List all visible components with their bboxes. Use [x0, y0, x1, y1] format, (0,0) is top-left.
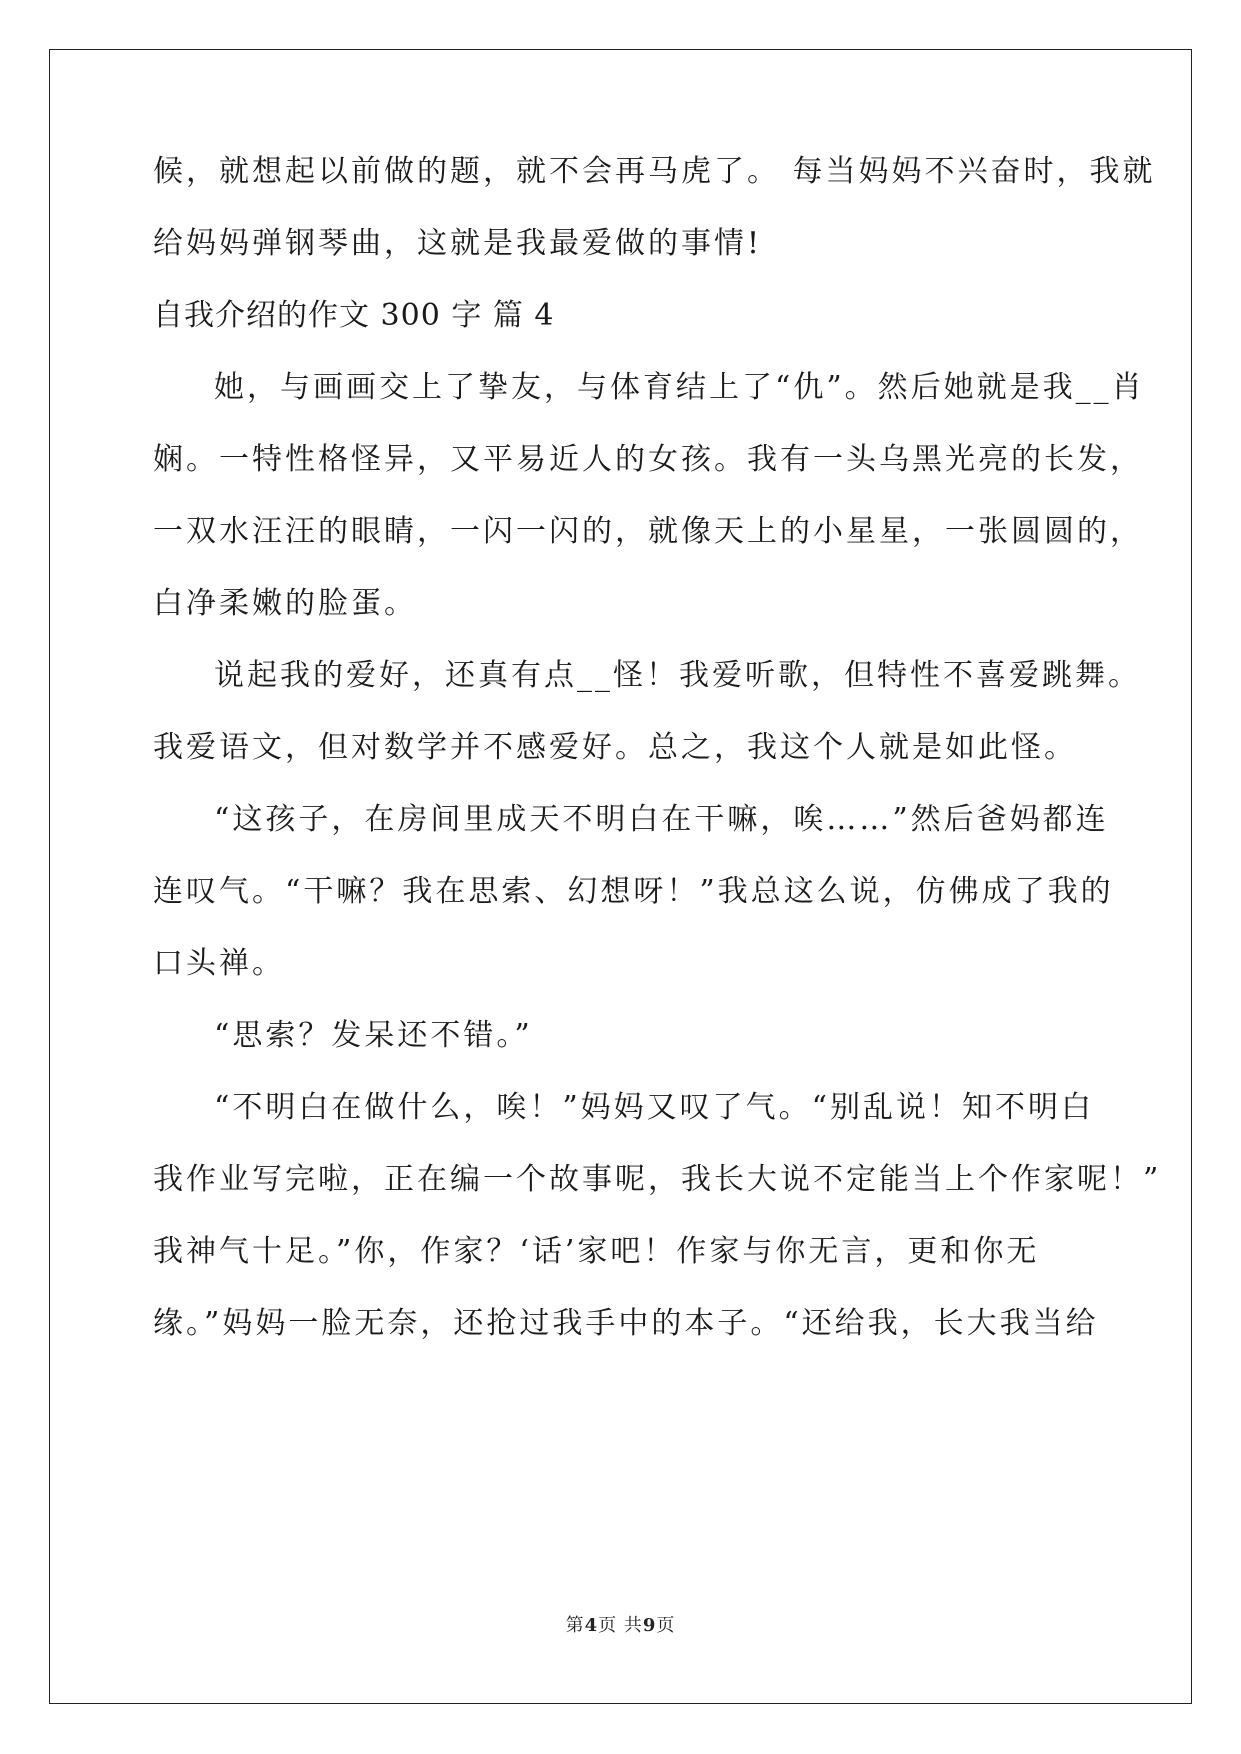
paragraph-line: 候，就想起以前做的题，就不会再马虎了。 每当妈妈不兴奋时，我就	[153, 154, 1156, 189]
paragraph-line: 口头禅。	[153, 946, 285, 981]
paragraph-line: 我爱语文，但对数学并不感爱好。总之，我这个人就是如此怪。	[153, 730, 1077, 765]
paragraph-line: 连叹气。“干嘛？我在思索、幻想呀！”我总这么说，仿佛成了我的	[153, 874, 1114, 909]
footer-middle: 页 共	[598, 1615, 643, 1636]
paragraph-line: 白净柔嫩的脸蛋。	[153, 586, 417, 621]
page-footer	[0, 1614, 1241, 1638]
paragraph-line: 一双水汪汪的眼睛，一闪一闪的，就像天上的小星星，一张圆圆的，	[153, 514, 1143, 549]
paragraph-line: 她，与画画交上了挚友，与体育结上了“仇”。然后她就是我__肖	[214, 370, 1145, 405]
paragraph-line: 说起我的爱好，还真有点__怪！我爱听歌，但特性不喜爱跳舞。	[214, 658, 1141, 693]
paragraph-line: 我神气十足。”你，作家？‘话’家吧！作家与你无言，更和你无	[153, 1234, 1040, 1269]
footer-suffix: 页	[656, 1615, 676, 1636]
paragraph-line: “这孩子，在房间里成天不明白在干嘛，唉……”然后爸妈都连	[214, 802, 1109, 837]
footer-prefix: 第	[565, 1615, 585, 1636]
paragraph-line: 缘。”妈妈一脸无奈，还抢过我手中的本子。“还给我，长大我当给	[153, 1306, 1099, 1341]
paragraph-line: 娴。一特性格怪异，又平易近人的女孩。我有一头乌黑光亮的长发，	[153, 442, 1143, 477]
current-page-number: 4	[584, 1615, 599, 1636]
paragraph-line: 给妈妈弹钢琴曲，这就是我最爱做的事情!	[153, 226, 763, 261]
paragraph-line: “不明白在做什么，唉！”妈妈又叹了气。“别乱说！知不明白	[214, 1090, 1095, 1125]
total-pages-number: 9	[642, 1615, 657, 1636]
paragraph-line: “思索？发呆还不错。”	[214, 1018, 533, 1053]
paragraph-line: 我作业写完啦，正在编一个故事呢，我长大说不定能当上个作家呢！”	[153, 1162, 1162, 1197]
section-heading: 自我介绍的作文 300 字 篇 4	[153, 298, 555, 333]
